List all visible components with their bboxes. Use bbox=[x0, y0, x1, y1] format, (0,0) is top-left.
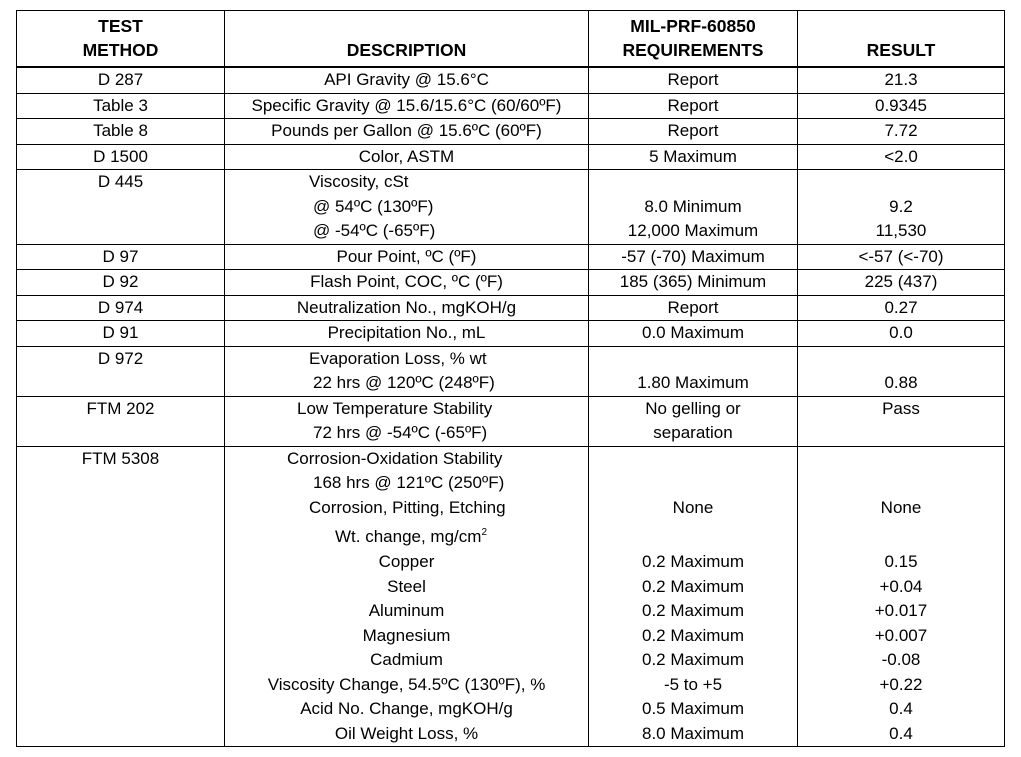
test-method-cell: D 287 bbox=[17, 67, 225, 93]
requirement-cell: Report bbox=[589, 93, 798, 119]
test-method-cell: Table 8 bbox=[17, 119, 225, 145]
table-row bbox=[17, 270, 1005, 296]
requirement-cell: 8.0 Minimum 12,000 Maximum bbox=[589, 170, 798, 245]
description-cell: Flash Point, COC, ºC (ºF) bbox=[225, 270, 589, 296]
requirement-cell: 1.80 Maximum bbox=[589, 346, 798, 396]
table-row bbox=[17, 67, 1005, 93]
test-method-cell: D 972 bbox=[17, 346, 225, 396]
requirement-cell: 185 (365) Minimum bbox=[589, 270, 798, 296]
table-row bbox=[17, 119, 1005, 145]
test-method-cell: D 974 bbox=[17, 295, 225, 321]
result-cell: 225 (437) bbox=[798, 270, 1005, 296]
requirement-cell: 0.0 Maximum bbox=[589, 321, 798, 347]
test-method-cell: D 1500 bbox=[17, 144, 225, 170]
description-cell: Neutralization No., mgKOH/g bbox=[225, 295, 589, 321]
requirement-cell: Report bbox=[589, 67, 798, 93]
header-test-method: TEST METHOD bbox=[17, 11, 225, 68]
test-method-cell: FTM 5308 bbox=[17, 446, 225, 747]
description-cell: Color, ASTM bbox=[225, 144, 589, 170]
description-cell: Low Temperature Stability 72 hrs @ -54ºC (-65ºF) bbox=[225, 396, 589, 446]
result-cell: 21.3 bbox=[798, 67, 1005, 93]
header-requirements: MIL-PRF-60850 REQUIREMENTS bbox=[589, 11, 798, 68]
table-row bbox=[17, 346, 1005, 396]
table-row bbox=[17, 295, 1005, 321]
test-method-cell: D 97 bbox=[17, 244, 225, 270]
result-cell: None 0.15 +0.04 +0.017 +0.007 -0.08 +0.22 0.4 0.4 bbox=[798, 446, 1005, 747]
requirement-cell: No gelling or separation bbox=[589, 396, 798, 446]
wt-change-label: Wt. change, $mg/cm^2$ bbox=[335, 527, 487, 546]
header-result: RESULT bbox=[798, 11, 1005, 68]
test-method-cell: D 92 bbox=[17, 270, 225, 296]
description-cell: Pounds per Gallon @ 15.6ºC (60ºF) bbox=[225, 119, 589, 145]
table-row bbox=[17, 321, 1005, 347]
requirement-cell: Report bbox=[589, 119, 798, 145]
table-row bbox=[17, 396, 1005, 446]
requirement-cell: 5 Maximum bbox=[589, 144, 798, 170]
table-row bbox=[17, 244, 1005, 270]
test-results-table bbox=[16, 10, 1005, 747]
description-cell: Precipitation No., mL bbox=[225, 321, 589, 347]
header-description: DESCRIPTION bbox=[225, 11, 589, 68]
result-cell: 9.2 11,530 bbox=[798, 170, 1005, 245]
requirement-cell: -57 (-70) Maximum bbox=[589, 244, 798, 270]
result-cell: <2.0 bbox=[798, 144, 1005, 170]
result-cell: <-57 (<-70) bbox=[798, 244, 1005, 270]
description-cell: Specific Gravity @ 15.6/15.6°C (60/60ºF) bbox=[225, 93, 589, 119]
result-cell: 0.27 bbox=[798, 295, 1005, 321]
test-method-cell: FTM 202 bbox=[17, 396, 225, 446]
result-cell: 0.9345 bbox=[798, 93, 1005, 119]
description-cell: Corrosion-Oxidation Stability 168 hrs @ 121ºC (250ºF) Corrosion, Pitting, Etching Wt. change, $mg/cm^2$ Copper Steel Aluminum Magnesium Cadmium Viscosity Change, 54.5ºC (130ºF), % Acid No. Change, mgKOH/g Oil Weight Loss, % bbox=[225, 446, 589, 747]
table-row bbox=[17, 144, 1005, 170]
test-method-cell: D 91 bbox=[17, 321, 225, 347]
requirement-cell: None 0.2 Maximum 0.2 Maximum 0.2 Maximum 0.2 Maximum 0.2 Maximum -5 to +5 0.5 Maximum 8.0 Maximum bbox=[589, 446, 798, 747]
table-row bbox=[17, 446, 1005, 747]
test-method-cell: D 445 bbox=[17, 170, 225, 245]
description-cell: Viscosity, cSt @ 54ºC (130ºF) @ -54ºC (-65ºF) bbox=[225, 170, 589, 245]
description-cell: Pour Point, ºC (ºF) bbox=[225, 244, 589, 270]
test-method-cell: Table 3 bbox=[17, 93, 225, 119]
description-cell: Evaporation Loss, % wt 22 hrs @ 120ºC (248ºF) bbox=[225, 346, 589, 396]
table-row bbox=[17, 170, 1005, 245]
description-cell: API Gravity @ 15.6°C bbox=[225, 67, 589, 93]
result-cell: 0.0 bbox=[798, 321, 1005, 347]
requirement-cell: Report bbox=[589, 295, 798, 321]
table-row bbox=[17, 93, 1005, 119]
result-cell: Pass bbox=[798, 396, 1005, 446]
result-cell: 7.72 bbox=[798, 119, 1005, 145]
header-row bbox=[17, 11, 1005, 68]
result-cell: 0.88 bbox=[798, 346, 1005, 396]
